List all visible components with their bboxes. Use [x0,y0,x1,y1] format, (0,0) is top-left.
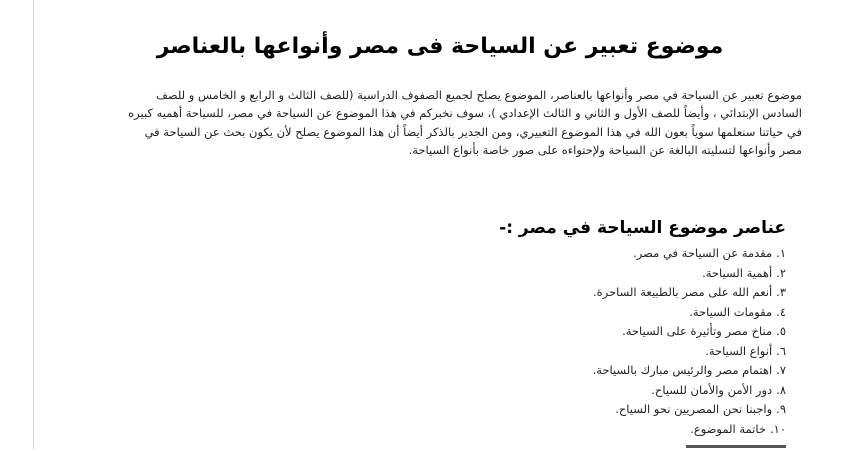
list-item [593,381,786,401]
list-item [593,244,786,264]
elements-list [593,244,786,439]
list-item [593,264,786,284]
list-item [593,322,786,342]
intro-line: مصر وأنواعها لتسليته البالغة عن السياحة ولإحتواءه على صور خاصة بأنواع السياحة. [408,143,802,158]
list-text: أنواع السياحة. [705,343,773,358]
list-number: ٤. [776,304,786,319]
elements-heading: عناصر موضوع السياحة في مصر :- [499,218,786,238]
list-item [593,420,786,440]
list-item [593,303,786,323]
list-number: ٢. [776,265,786,280]
intro-line: في حياتنا سنعلمها سوياً بعون الله في هذا الموضوع التعبيري، ومن الجدير بالذكر أيضاً أن هذا الموضوع يصلح لأن يكون بحث عن السياحة في [144,124,802,139]
list-text: مناخ مصر وتأثيرة على السياحة. [622,324,773,338]
list-item [593,361,786,381]
list-item [593,400,786,420]
intro-paragraph [76,86,802,160]
next-heading-cut-off [666,442,786,452]
list-number: ١٠. [769,421,786,436]
list-text: واجبنا نحن المصريين نحو السياح. [615,402,773,416]
list-item [593,342,786,362]
list-number: ٩. [776,402,786,416]
list-text: اهتمام مصر والرئيس مبارك بالسياحة. [592,363,773,377]
list-number: ٧. [776,363,786,377]
list-item [593,283,786,303]
document-title: موضوع تعبير عن السياحة فى مصر وأنواعها بالعناصر [156,34,724,59]
page-margin-line [33,0,34,449]
list-text: دور الأمن والأمان للسياح. [651,382,773,397]
list-number: ٥. [776,324,786,338]
list-text: مقومات السياحة. [689,304,773,319]
list-text: أنعم الله على مصر بالطبيعة الساحرة. [592,285,773,299]
list-text: أهمية السياحة. [702,265,773,280]
intro-line: السادس الإبتدائي ، وأيضاً للصف الأول و الثاني و الثالث الإعدادي )، سوف نخبركم في هذا الموضوع عن السياحة في مصر، للسياحة أهميه كبيره [128,106,802,121]
list-number: ٣. [776,285,786,299]
list-text: خاتمة الموضوع. [690,421,766,436]
intro-line: موضوع تعبير عن السياحة في مصر وأنواعها بالعناصر، الموضوع يصلح لجميع الصفوف الدراسية (للصف الثالث و الرابع و الخامس و للصف [155,88,802,102]
list-number: ٨. [776,382,786,397]
list-number: ١. [776,246,786,260]
list-number: ٦. [776,343,786,358]
list-text: مقدمة عن السياحة في مصر. [633,246,773,260]
